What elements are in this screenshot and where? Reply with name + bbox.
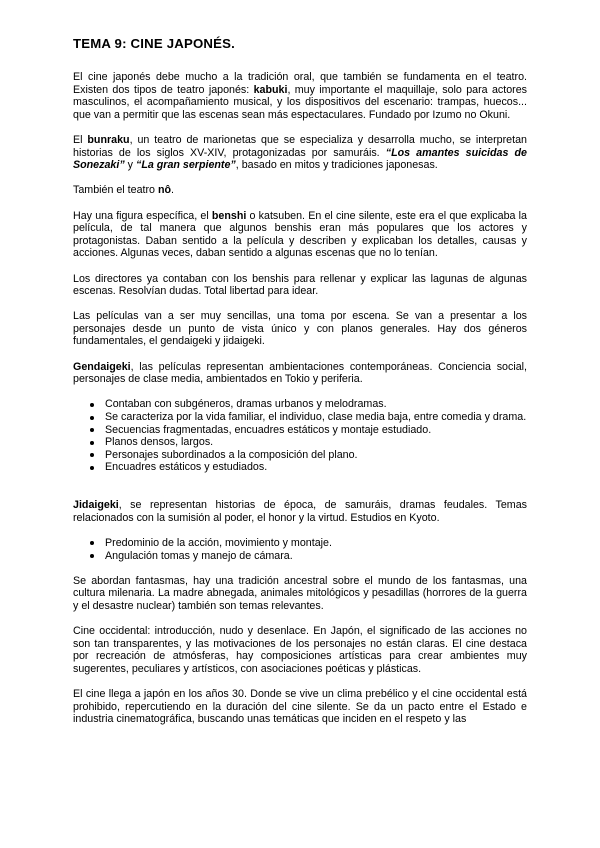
text: Hay una figura específica, el [73, 209, 212, 222]
paragraph-cine-occidental: Cine occidental: introducción, nudo y desenlace. En Japón, el significado de las acciones no son tan transparentes, y las motivaciones de los personajes no están claras. El cine destaca por recreación de atmósferas, hay composiciones artísticas para crear ambientes muy sugerentes, peculiares y artísticos, con asociaciones poéticas y plásticas. [73, 625, 527, 675]
title-sonezaki: “Los amantes suicidas de Sonezaki” [73, 146, 527, 172]
list-item: Contaban con subgéneros, dramas urbanos y melodramas. [105, 398, 527, 411]
text: También el teatro [73, 184, 158, 197]
text: , las películas representan ambientaciones contemporáneas. Conciencia social, personajes de clase media, ambientados en Tokio y periferia. [73, 360, 527, 386]
list-item: Encuadres estáticos y estudiados. [105, 461, 527, 474]
paragraph-fantasmas: Se abordan fantasmas, hay una tradición ancestral sobre el mundo de los fantasmas, una cultura milenaria. La madre abnegada, animales mitológicos y pesadillas (horrores de la guerra y el desastre nuclear) también son temas relevantes. [73, 574, 527, 612]
text: , un teatro de marionetas que se especializa y desarrolla mucho, se interpretan historias de los siglos XV-XIV, protagonizadas por samuráis. [73, 133, 527, 159]
spacer [73, 487, 527, 500]
term-bunraku: bunraku [87, 133, 130, 146]
list-item: Secuencias fragmentadas, encuadres estáticos y montaje estudiado. [105, 424, 527, 437]
paragraph-gendaigeki [73, 361, 527, 386]
list-jidaigeki [73, 537, 527, 562]
paragraph-bunraku [73, 134, 527, 172]
list-item: Predominio de la acción, movimiento y montaje. [105, 537, 527, 550]
paragraph-directores: Los directores ya contaban con los benshis para rellenar y explicar las lagunas de algunas escenas. Resolvían dudas. Total libertad para idear. [73, 272, 527, 298]
page-title: TEMA 9: CINE JAPONÉS. [73, 36, 235, 51]
paragraph-jidaigeki [73, 499, 527, 524]
paragraph-peliculas: Las películas van a ser muy sencillas, una toma por escena. Se van a presentar a los personajes desde un punto de vista único y con planos generales. Hay dos géneros fundamentales, el gendaigeki y jidaigeki. [73, 310, 527, 348]
document-body [73, 71, 527, 738]
list-item: Planos densos, largos. [105, 436, 527, 449]
paragraph-anos-30: El cine llega a japón en los años 30. Donde se vive un clima prebélico y el cine occidental está prohibido, repercutiendo en la duración del cine silente. Se da un pacto entre el Estado e industria cinematográfica, buscando unas temáticas que inciden en el respeto y las [73, 688, 527, 726]
text: , muy importante el maquillaje, solo para actores masculinos, el acompañamiento musical, y los dispositivos del escenario: trampas, huecos... que van a permitir que las escenas sean más espectaculares. Fundado por Izumo no Okuni. [73, 83, 527, 121]
term-jidaigeki: Jidaigeki [73, 499, 119, 512]
text: o katsuben. En el cine silente, este era el que explicaba la película, de tal manera que algunos benshis eran más populares que los actores y protagonistas. Daban sentido a la película y describen y explicaban los detalles, causas y acciones. Algunas veces, daban sentido a algunas escenas que no lo tenían. [73, 209, 527, 260]
term-kabuki: kabuki [253, 83, 288, 96]
text: El [73, 133, 88, 146]
paragraph-no [73, 184, 527, 197]
text: y [124, 159, 136, 172]
text: . [171, 184, 174, 197]
list-item: Se caracteriza por la vida familiar, el individuo, clase media baja, entre comedia y drama. [105, 411, 527, 424]
term-gendaigeki: Gendaigeki [73, 360, 131, 373]
text: , se representan historias de época, de samuráis, dramas feudales. Temas relacionados con la sumisión al poder, el honor y la virtud. Estudios en Kyoto. [73, 499, 527, 524]
paragraph-kabuki [73, 71, 527, 121]
term-no: nô [157, 184, 172, 197]
title-gran-serpiente: “La gran serpiente” [135, 159, 236, 172]
paragraph-benshi [73, 210, 527, 260]
text: El cine japonés debe mucho a la tradición oral, que también se fundamenta en el teatro. Existen dos tipos de teatro japonés: [73, 71, 527, 96]
list-gendaigeki [73, 398, 527, 474]
text: , basado en mitos y tradiciones japonesas. [235, 159, 438, 172]
list-item: Personajes subordinados a la composición del plano. [105, 449, 527, 462]
list-item: Angulación tomas y manejo de cámara. [105, 550, 527, 563]
term-benshi: benshi [211, 209, 247, 222]
